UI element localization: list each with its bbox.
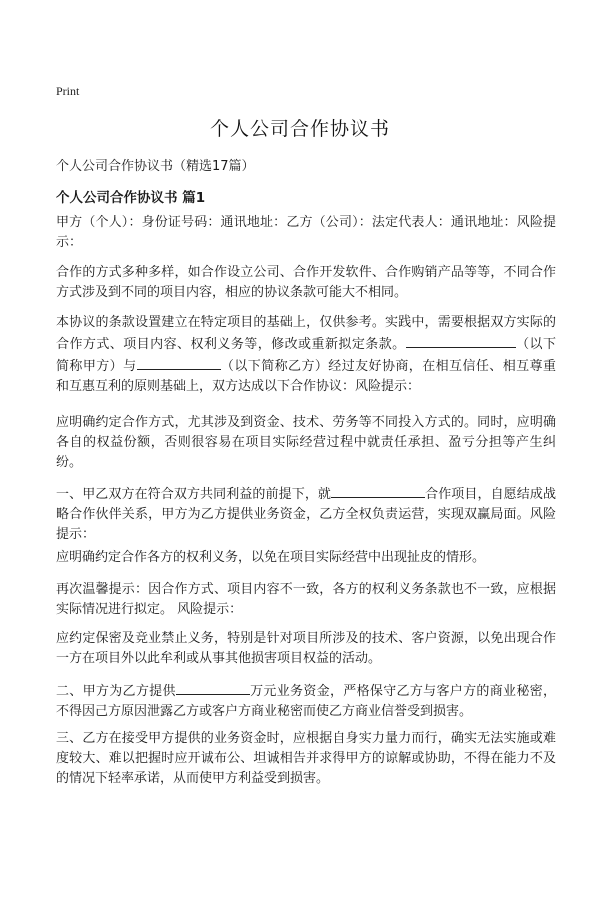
paragraph-clause-two-part-a: 二、甲方为乙方提供 xyxy=(56,684,176,699)
paragraph-agreement-basis xyxy=(56,313,556,397)
party-b-blank-line xyxy=(137,355,221,370)
print-label: Print xyxy=(56,84,80,98)
paragraph-clause-three: 三、乙方在接受甲方提供的业务资金时，应根据自身实力量力而行，确实无法实施或难度较大、难以把握时应开诚布公、坦诚相告并求得甲方的谅解或协助，不得在能力不及的情况下轻率承诺，从而使甲方利益受到损害。 xyxy=(56,731,556,786)
paragraph-agreement-basis-part-a: 本协议的条款设置建立在特定项目的基础上，仅供参考。实践中，需要根据双方实际的合作方式、项目内容、权利义务等，修改或重新拟定条款。 xyxy=(56,315,556,352)
paragraph-parties: 甲方（个人）：身份证号码：通讯地址：乙方（公司）：法定代表人：通讯地址：风险提示： xyxy=(56,215,556,250)
section-heading: 个人公司合作协议书 篇1 xyxy=(56,190,206,206)
paragraph-cooperation-types: 合作的方式多种多样，如合作设立公司、合作开发软件、合作购销产品等等，不同合作方式涉及到不同的项目内容，相应的协议条款可能大不相同。 xyxy=(56,265,556,300)
paragraph-clause-two xyxy=(56,680,556,722)
paragraph-clause-one xyxy=(56,483,556,545)
paragraph-clause-one-part-b: 合作项目，自愿结成战略合作伙伴关系，甲方为乙方提供业务资金，乙方全权负责运营，实现双赢局面。风险提示： xyxy=(56,487,556,542)
document-subtitle: 个人公司合作协议书（精选17篇） xyxy=(56,159,255,174)
paragraph-rights-obligations: 应明确约定合作各方的权利义务，以免在项目实际经营中出现扯皮的情形。 xyxy=(56,550,486,565)
page-title: 个人公司合作协议书 xyxy=(209,118,390,140)
paragraph-clause-one-part-a: 一、甲乙双方在符合双方共同利益的前提下，就 xyxy=(56,487,332,502)
party-a-blank-line xyxy=(406,333,516,348)
paragraph-agreement-basis-part-c: （以下简称乙方）经过友好协商，在相互信任、相互尊重和互惠互利的原则基础上，双方达成以下合作协议：风险提示： xyxy=(56,359,556,394)
paragraph-reminder: 再次温馨提示：因合作方式、项目内容不一致，各方的权利义务条款也不一致，应根据实际情况进行拟定。 风险提示： xyxy=(56,582,556,617)
paragraph-agreement-basis-part-b: （以下简称甲方）与 xyxy=(56,337,556,374)
capital-amount-blank-line xyxy=(176,680,250,695)
project-name-blank-line xyxy=(331,483,425,498)
paragraph-clause-two-part-b: 万元业务资金，严格保守乙方与客户方的商业秘密，不得因己方原因泄露乙方或客户方商业秘密而使乙方商业信誉受到损害。 xyxy=(56,684,556,719)
paragraph-define-cooperation: 应明确约定合作方式，尤其涉及到资金、技术、劳务等不同投入方式的。同时，应明确各自的权益份额，否则很容易在项目实际经营过程中就责任承担、盈亏分担等产生纠纷。 xyxy=(56,415,556,470)
paragraph-confidentiality: 应约定保密及竞业禁止义务，特别是针对项目所涉及的技术、客户资源，以免出现合作一方在项目外以此牟利或从事其他损害项目权益的活动。 xyxy=(56,631,556,666)
